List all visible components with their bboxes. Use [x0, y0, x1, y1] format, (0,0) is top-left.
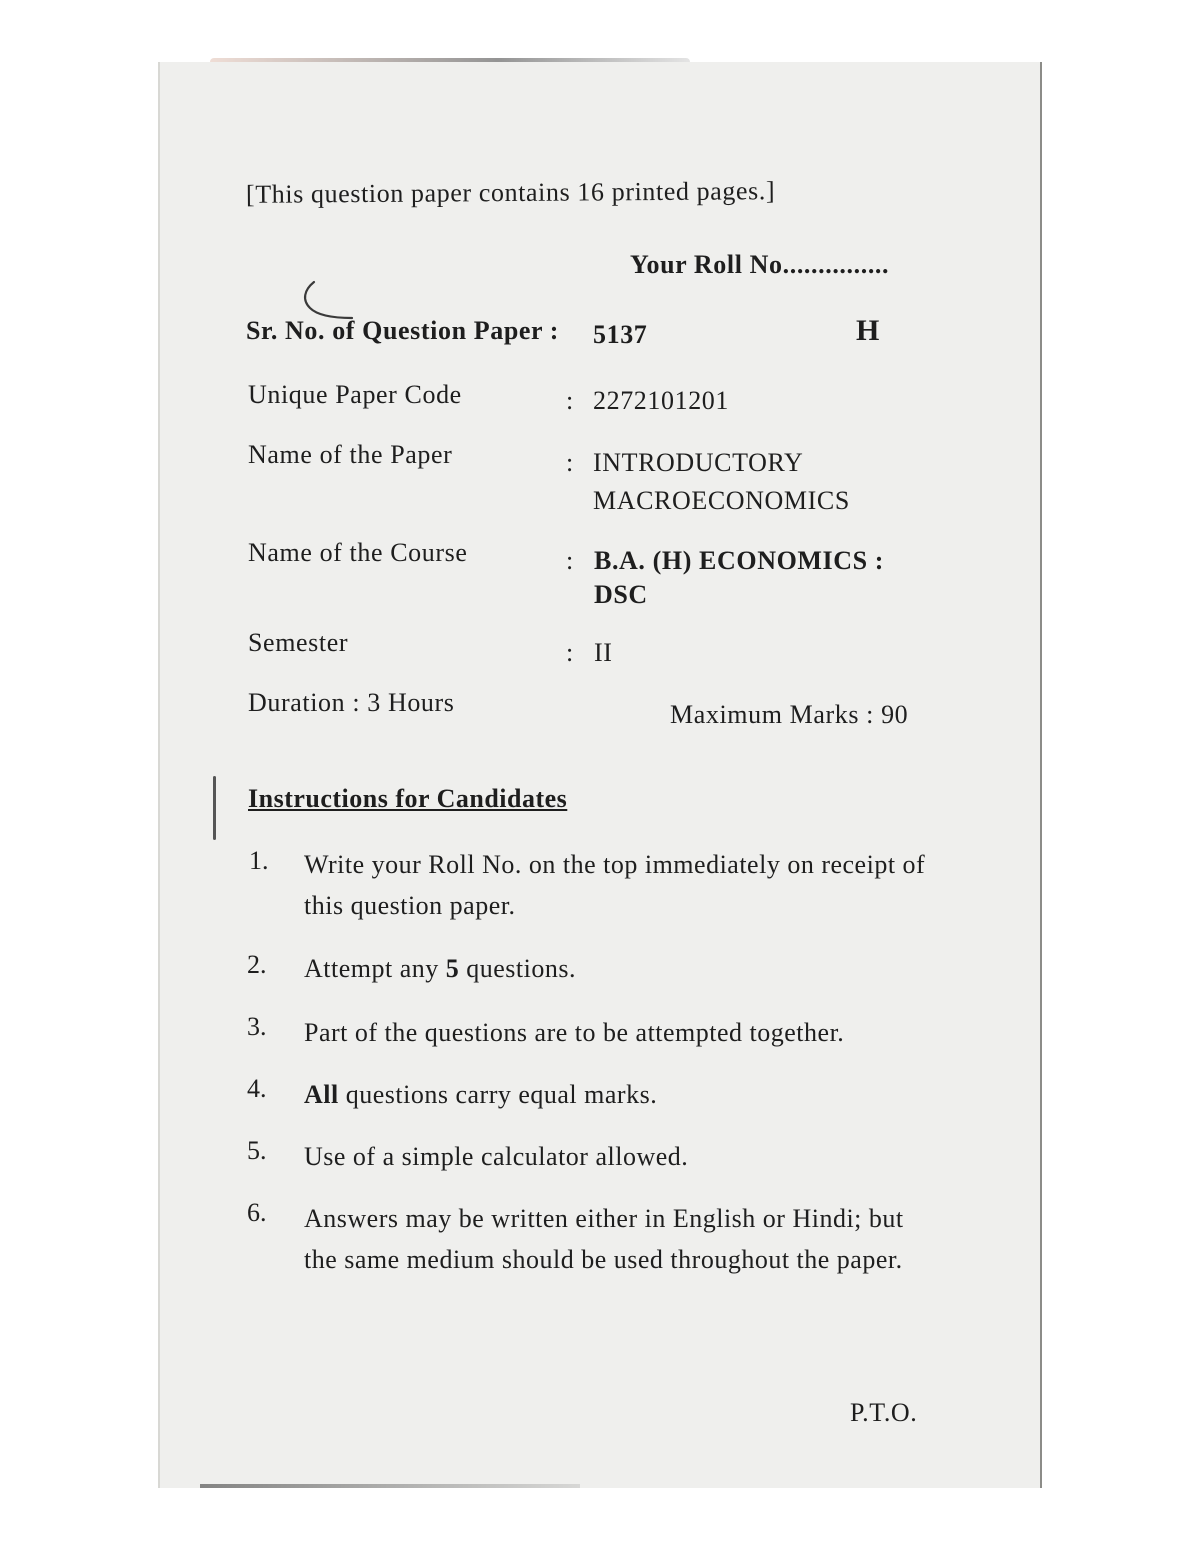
scan-edge-bottom [200, 1484, 580, 1488]
instruction-emphasis: 5 [445, 954, 460, 983]
semester-label: Semester [248, 628, 349, 657]
instruction-item-parts: Part of the questions are to be attempted together. [304, 1018, 845, 1047]
instruction-text: Attempt any [304, 954, 446, 983]
max-marks-text: Maximum Marks : 90 [670, 700, 909, 729]
instruction-text: questions carry equal marks. [338, 1080, 658, 1109]
paper-name-value-line1: INTRODUCTORY [593, 448, 804, 477]
instruction-number: 6. [247, 1198, 267, 1227]
instruction-number: 1. [249, 846, 269, 875]
instruction-item-attempt [304, 948, 934, 989]
course-name-colon: : [566, 546, 574, 575]
roll-no-field: Your Roll No............... [630, 250, 890, 279]
paper-name-label: Name of the Paper [248, 440, 453, 469]
instruction-number: 4. [247, 1074, 267, 1103]
instruction-text: questions. [459, 954, 576, 983]
sr-no-label: Sr. No. of Question Paper : [246, 316, 560, 345]
semester-value: II [594, 638, 613, 667]
instruction-item-medium: Answers may be written either in English or Hindi; but the same medium should be used throughout the paper. [304, 1204, 904, 1274]
course-name-value-line1: B.A. (H) ECONOMICS : [594, 546, 885, 575]
paper-set-letter: H [856, 314, 880, 347]
duration-text: Duration : 3 Hours [248, 688, 455, 717]
paper-code-value: 2272101201 [593, 386, 729, 415]
sr-no-value: 5137 [593, 320, 648, 349]
instructions-heading: Instructions for Candidates [248, 784, 568, 813]
course-name-value-line2: DSC [594, 580, 648, 609]
instruction-number: 3. [247, 1012, 267, 1041]
semester-colon: : [566, 638, 574, 667]
course-name-label: Name of the Course [248, 538, 468, 567]
pto-footer: P.T.O. [850, 1398, 918, 1427]
instruction-item-calculator: Use of a simple calculator allowed. [304, 1142, 689, 1171]
instruction-emphasis: All [304, 1080, 339, 1109]
paper-code-colon: : [566, 386, 574, 415]
instruction-number: 5. [247, 1136, 267, 1165]
page-count-note: [This question paper contains 16 printed pages.] [245, 176, 776, 209]
instruction-item-marks [304, 1074, 934, 1115]
instruction-item-roll-no: Write your Roll No. on the top immediately on receipt of this question paper. [304, 850, 926, 920]
paper-code-label: Unique Paper Code [248, 380, 462, 409]
instruction-number: 2. [247, 950, 267, 979]
margin-bracket-mark [213, 776, 216, 840]
paper-name-value-line2: MACROECONOMICS [593, 486, 850, 515]
paper-name-colon: : [566, 448, 574, 477]
